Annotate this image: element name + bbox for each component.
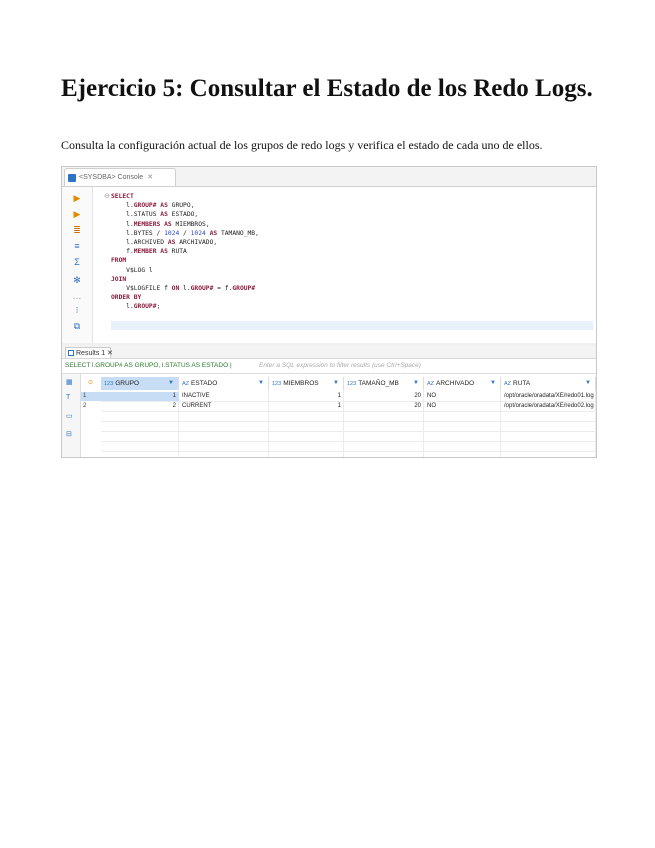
intro-paragraph: Consulta la configuración actual de los grupos de redo logs y verifica el estado de cada uno de ellos.: [61, 138, 543, 152]
sort-arrow-icon[interactable]: ▼: [490, 380, 496, 386]
grid-view-icon[interactable]: ▦: [66, 379, 73, 386]
sql-text: ARCHIVADO,: [175, 239, 218, 247]
sql-keyword: AS: [160, 211, 168, 219]
sql-keyword: AS: [209, 229, 218, 237]
row-divider: [101, 451, 596, 452]
grid-cell[interactable]: 20: [414, 393, 421, 399]
sql-keyword: AS: [167, 239, 176, 247]
sum-icon[interactable]: Σ: [74, 257, 80, 267]
sql-text: ESTADO,: [167, 211, 199, 219]
sql-text: l.: [179, 285, 191, 293]
row-number[interactable]: 2: [83, 403, 87, 409]
console-icon: [68, 174, 76, 182]
sql-keyword: GROUP#: [232, 285, 256, 293]
results-tab[interactable]: [65, 347, 114, 358]
sql-text: TAMANO_MB,: [217, 229, 259, 237]
row-number[interactable]: 1: [81, 392, 101, 401]
column-type-icon: 123: [104, 381, 114, 387]
sql-text: l.: [111, 303, 134, 311]
sql-number: 1024: [190, 229, 206, 237]
results-tab-bar: [62, 346, 596, 359]
sql-keyword: GROUP#: [190, 285, 214, 293]
sql-text: V$LOG l: [111, 266, 153, 274]
settings-icon[interactable]: ✻: [73, 275, 81, 285]
console-tab-label: <SYSDBA> Console: [79, 174, 144, 181]
sql-text: GRUPO,: [167, 202, 195, 210]
column-name: RUTA: [513, 380, 531, 387]
dbeaver-screenshot: [61, 166, 597, 458]
results-side-toolbar: [62, 374, 81, 457]
sql-text: RUTA: [167, 248, 187, 256]
sql-text: l.STATUS: [111, 211, 161, 219]
sql-text: l.ARCHIVED: [111, 239, 168, 247]
column-name: TAMAÑO_MB: [358, 380, 399, 387]
sql-keyword: JOIN: [111, 275, 127, 283]
sql-text: MIEMBROS,: [171, 220, 210, 228]
results-grid[interactable]: [81, 374, 596, 457]
sort-arrow-icon[interactable]: ▼: [585, 380, 591, 386]
editor-tab-bar: [62, 167, 596, 187]
console-tab[interactable]: [64, 168, 176, 186]
sql-keyword: ORDER BY: [111, 294, 142, 302]
sort-arrow-icon[interactable]: ▼: [413, 380, 419, 386]
column-name: ESTADO: [191, 380, 218, 387]
sort-arrow-icon[interactable]: ▼: [258, 380, 264, 386]
sort-arrow-icon[interactable]: ▼: [333, 380, 339, 386]
sql-text: l.: [111, 202, 134, 210]
column-header-grupo[interactable]: [101, 377, 179, 390]
grid-cell[interactable]: NO: [427, 393, 436, 399]
current-line-highlight: [111, 321, 593, 330]
sql-text: ;: [156, 303, 161, 311]
column-type-icon: AZ: [182, 381, 190, 387]
page-title: Ejercicio 5: Consultar el Estado de los Redo Logs.: [61, 75, 593, 102]
more-icon[interactable]: …: [72, 291, 82, 301]
grid-cell[interactable]: 20: [414, 403, 421, 409]
explain-plan-icon[interactable]: ≣: [73, 225, 81, 235]
text-view-icon[interactable]: T: [66, 394, 71, 401]
column-header-miembros[interactable]: [269, 377, 344, 390]
query-summary: SELECT l.GROUP# AS GRUPO, l.STATUS AS ESTADO |: [65, 362, 232, 369]
results-filter-bar: [62, 359, 596, 374]
grid-cell[interactable]: /opt/oracle/oradata/XE/redo01.log: [504, 393, 594, 399]
sql-keyword: GROUP#: [133, 303, 157, 311]
format-icon[interactable]: ≡: [74, 241, 80, 251]
sql-keyword: GROUP#: [133, 202, 157, 210]
column-header-ruta[interactable]: [501, 377, 596, 390]
close-icon[interactable]: ✕: [107, 350, 114, 357]
column-header-estado[interactable]: [179, 377, 269, 390]
row-divider: [101, 431, 596, 432]
grid-cell[interactable]: 1: [337, 393, 341, 399]
column-name: GRUPO: [115, 380, 140, 387]
outline-icon[interactable]: ⁝: [75, 305, 79, 315]
column-name: MIEMBROS: [283, 380, 319, 387]
row-divider: [101, 421, 596, 422]
grid-cell[interactable]: 1: [337, 403, 341, 409]
sql-text: f.: [111, 248, 134, 256]
sql-keyword: SELECT: [111, 193, 134, 200]
sql-keyword: MEMBERS: [133, 220, 161, 228]
fold-icon[interactable]: ⊖: [104, 193, 110, 200]
sql-text: = f.: [213, 285, 233, 293]
execute-icon[interactable]: ▶: [73, 193, 81, 203]
sql-keyword: AS: [164, 220, 172, 228]
column-type-icon: 123: [347, 381, 357, 387]
sql-editor[interactable]: [93, 187, 596, 345]
row-selector-icon[interactable]: ⊙: [88, 380, 94, 386]
filter-input[interactable]: Enter a SQL expression to filter results (use Ctrl+Space): [259, 362, 421, 369]
row-divider: [101, 411, 596, 412]
sql-text: l.BYTES /: [111, 229, 165, 237]
record-view-icon[interactable]: ▭: [66, 413, 73, 420]
results-tab-label: Results 1: [76, 350, 106, 357]
grid-cell[interactable]: INACTIVE: [182, 393, 210, 399]
column-type-icon: AZ: [427, 381, 435, 387]
grid-cell[interactable]: /opt/oracle/oradata/XE/redo02.log: [504, 403, 594, 409]
copy-icon[interactable]: ⧉: [73, 321, 81, 331]
grid-cell[interactable]: 1: [101, 392, 179, 401]
sql-keyword: AS: [160, 248, 168, 256]
grid-cell[interactable]: NO: [427, 403, 436, 409]
close-icon[interactable]: ✕: [147, 174, 154, 181]
sql-keyword: AS: [160, 202, 168, 210]
sql-code: [111, 192, 259, 312]
column-header-tamaño_mb[interactable]: [344, 377, 424, 390]
grid-icon: [68, 350, 74, 356]
sql-text: l.: [111, 220, 134, 228]
column-type-icon: AZ: [504, 381, 512, 387]
sql-text: V$LOGFILE f: [111, 285, 172, 293]
sort-arrow-icon[interactable]: ▼: [168, 380, 174, 386]
sql-number: 1024: [164, 229, 180, 237]
column-type-icon: 123: [272, 381, 282, 387]
row-divider: [101, 441, 596, 442]
sql-text: /: [179, 229, 191, 237]
column-header-archivado[interactable]: [424, 377, 501, 390]
grid-cell[interactable]: CURRENT: [182, 403, 212, 409]
editor-toolbar: [62, 187, 93, 345]
sql-keyword: ON: [171, 285, 180, 293]
column-name: ARCHIVADO: [436, 380, 475, 387]
execute-script-icon[interactable]: ▶: [73, 209, 81, 219]
sql-keyword: MEMBER: [133, 248, 157, 256]
panels-icon[interactable]: ⊟: [66, 431, 72, 438]
grid-cell[interactable]: 2: [172, 403, 176, 409]
sql-keyword: FROM: [111, 257, 127, 265]
